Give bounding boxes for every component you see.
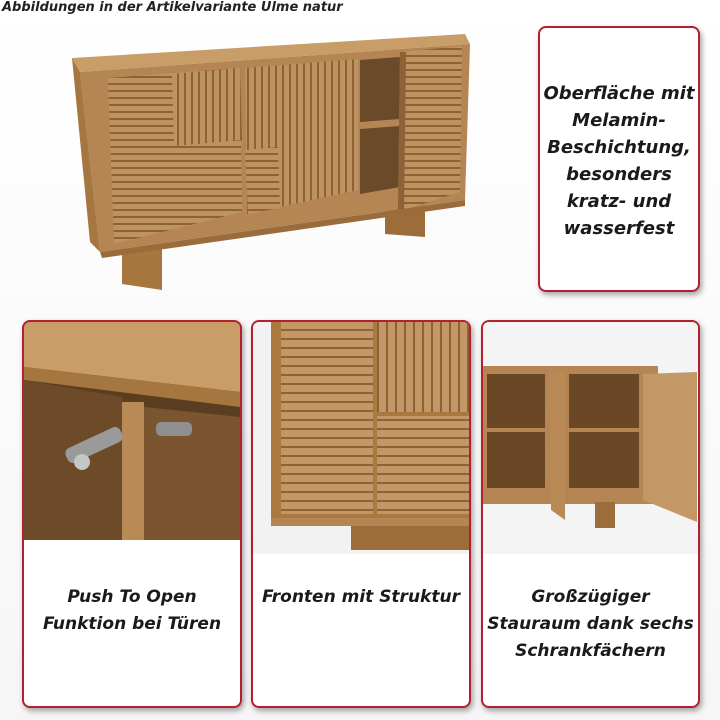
surface-info-line: besonders (566, 164, 672, 185)
push-to-open-detail-image (24, 322, 240, 540)
feature-card-structured-fronts (251, 320, 471, 708)
feature-card-storage-space (481, 320, 700, 708)
sideboard-product-image (60, 22, 480, 297)
surface-info-line: Melamin- (572, 110, 666, 131)
surface-info-line: wasserfest (563, 218, 675, 239)
feature-line: Großzügiger (531, 587, 650, 607)
surface-info-line: Beschichtung, (547, 137, 691, 158)
feature-line: Push To Open (67, 587, 197, 607)
feature-line: Funktion bei Türen (42, 614, 222, 634)
feature-card-push-to-open (22, 320, 242, 708)
surface-info-line: Oberfläche mit (543, 83, 695, 104)
open-compartments-image (483, 322, 698, 554)
surface-info-line: kratz- und (566, 191, 672, 212)
article-variant-caption: Abbildungen in der Artikelvariante Ulme natur (2, 0, 343, 15)
feature-line: Schrankfächern (515, 641, 666, 661)
feature-line: Stauraum dank sechs (487, 614, 694, 634)
surface-info-card (538, 26, 700, 292)
structured-front-detail-image (253, 322, 469, 554)
feature-line: Fronten mit Struktur (262, 587, 460, 607)
